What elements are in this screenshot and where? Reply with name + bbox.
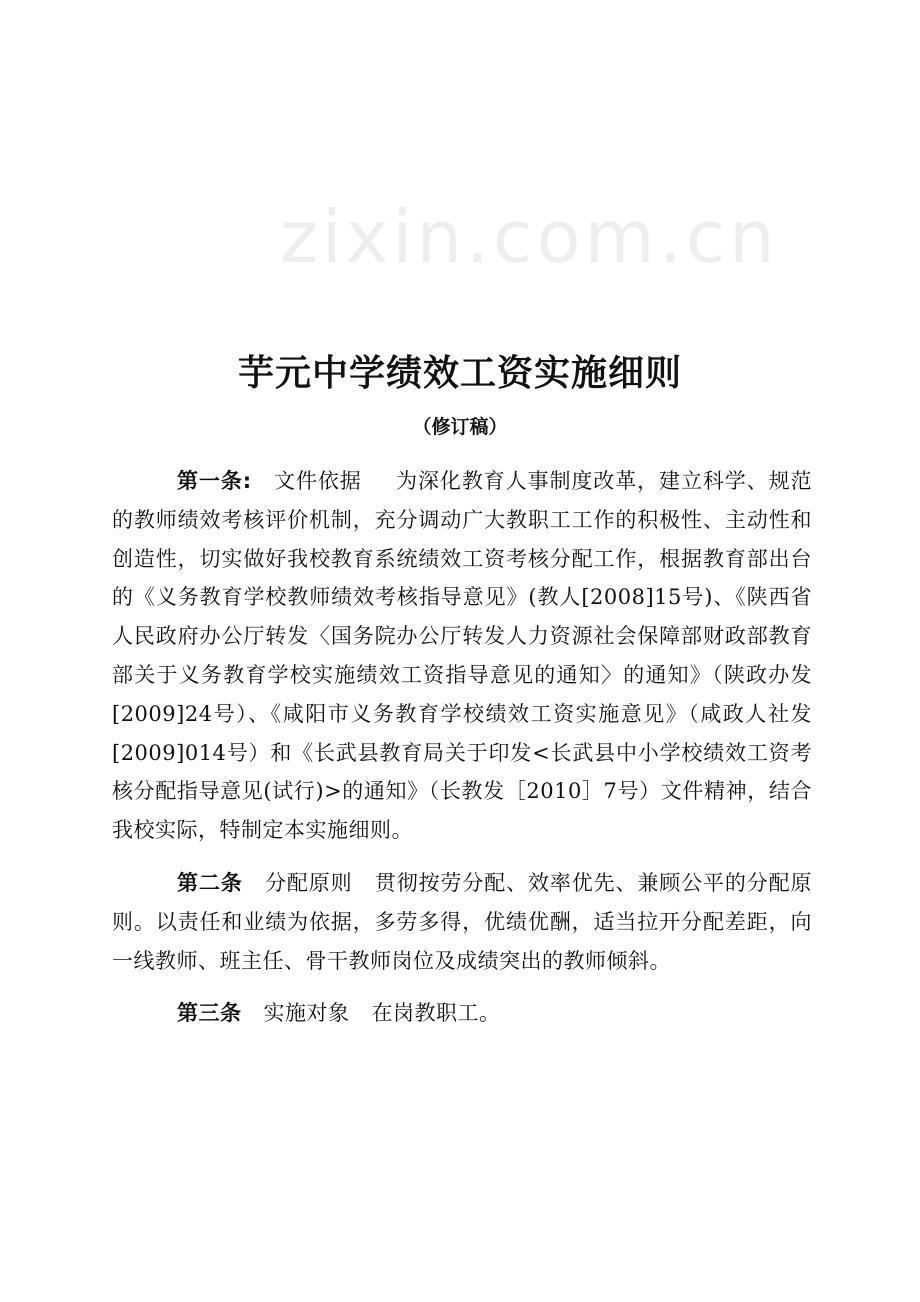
document-body bbox=[112, 462, 812, 1033]
article-3-heading: 实施对象 bbox=[263, 1001, 350, 1026]
article-1 bbox=[112, 462, 812, 850]
article-2 bbox=[112, 864, 812, 980]
document-subtitle: （修订稿） bbox=[412, 416, 508, 438]
document-title: 芋元中学绩效工资实施细则 bbox=[237, 353, 682, 394]
article-3-label: 第三条 bbox=[177, 1001, 242, 1026]
article-1-heading: 文件依据 bbox=[273, 469, 362, 493]
article-2-label: 第二条 bbox=[177, 870, 243, 895]
article-3 bbox=[112, 994, 812, 1033]
article-1-label: 第一条 bbox=[177, 469, 243, 493]
article-1-text: 为深化教育人事制度改革，建立科学、规范的教师绩效考核评价机制，充分调动广大教职工工作的积极性、主动性和创造性，切实做好我校教育系统绩效工资考核分配工作，根据教育部出台的《义务教育学校教师绩效考核指导意见》(教人[2008]15号)、《陕西省人民政府办公厅转发〈国务院办公厅转发人力资源社会保障部财政部教育部关于义务教育学校实施绩效工资指导意见的通知〉的通知》（陕政办发[2009]24号）、《咸阳市义务教育学校绩效工资实施意见》（咸政人社发[2009]014号）和《长武县教育局关于印发<长武县中小学校绩效工资考核分配指导意见(试行)>的通知》（长教发［2010］7号）文件精神，结合我校实际，特制定本实施细则。 bbox=[112, 469, 813, 843]
article-2-text: 贯彻按劳分配、效率优先、兼顾公平的分配原则。以责任和业绩为依据，多劳多得，优绩优酬，适当拉开分配差距，向一线教师、班主任、骨干教师岗位及成绩突出的教师倾斜。 bbox=[112, 870, 812, 973]
article-2-heading: 分配原则 bbox=[264, 870, 353, 895]
watermark: zixin.com.cn bbox=[280, 195, 779, 279]
article-3-text: 在岗教职工。 bbox=[371, 1001, 501, 1026]
article-1-separator: : bbox=[242, 469, 252, 493]
